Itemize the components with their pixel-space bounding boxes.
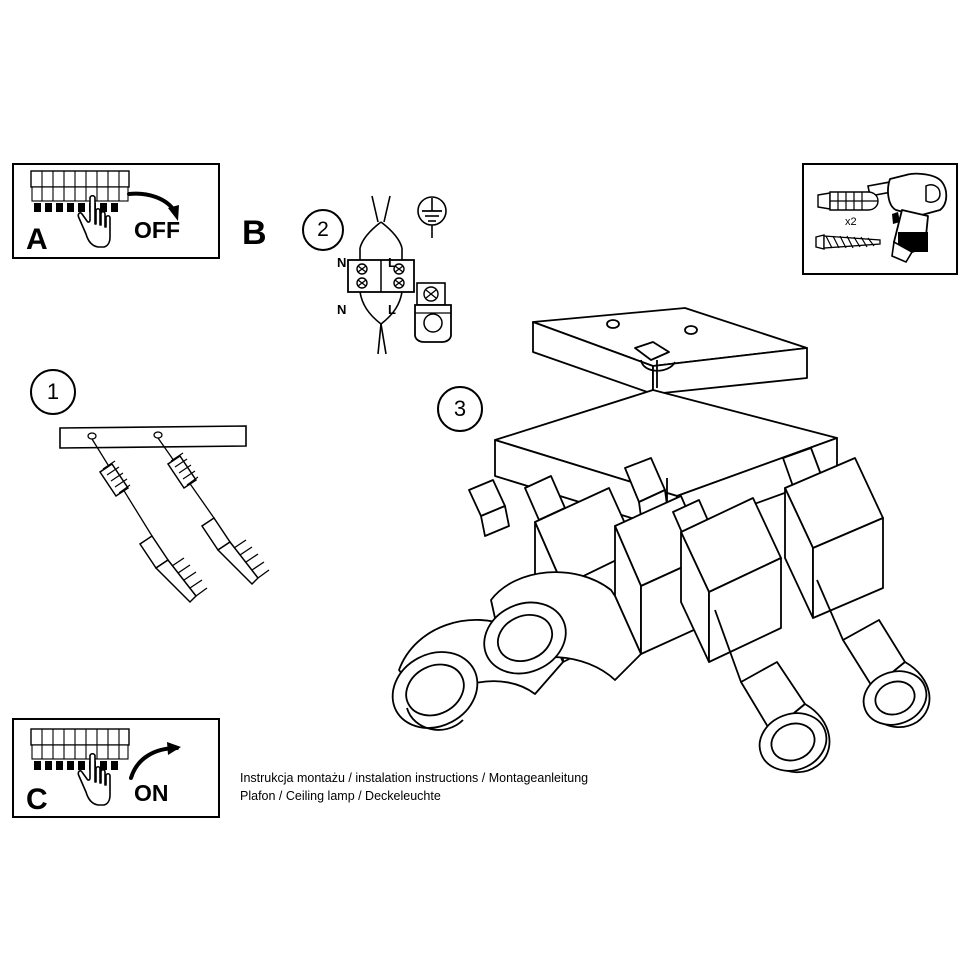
step-1-number-badge: 1: [30, 369, 76, 415]
mounting-plate-with-screws-icon: [56, 420, 306, 610]
step-b-letter: B: [242, 214, 267, 252]
terminal-label-l-bottom: L: [388, 302, 396, 317]
caption-title: Instrukcja montażu / instalation instructions / Montageanleitung: [240, 771, 589, 785]
step-a-action-label: OFF: [134, 217, 180, 243]
earth-ground-icon: [408, 196, 456, 240]
screw-icon: [814, 231, 886, 253]
hand-pointing-icon: [78, 194, 112, 252]
ceiling-lamp-assembly-icon: [385, 290, 945, 800]
hand-pointing-icon: [78, 752, 112, 810]
curved-arrow-down-icon: [127, 190, 183, 226]
step-c-action-label: ON: [134, 780, 169, 806]
step-3-number-badge: 3: [437, 386, 483, 432]
terminal-label-n-top: N: [337, 255, 347, 270]
power-drill-icon: [866, 170, 952, 270]
wall-plug-icon: [816, 190, 880, 212]
curved-arrow-up-icon: [127, 742, 183, 782]
parts-quantity-label: x2: [845, 216, 857, 228]
terminal-label-l-top: L: [388, 255, 396, 270]
terminal-label-n-bottom: N: [337, 302, 347, 317]
caption-subtitle: Plafon / Ceiling lamp / Deckeleuchte: [240, 789, 441, 803]
step-c-letter: C: [26, 783, 48, 816]
step-2-number-badge: 2: [302, 209, 344, 251]
step-a-letter: A: [26, 223, 48, 256]
